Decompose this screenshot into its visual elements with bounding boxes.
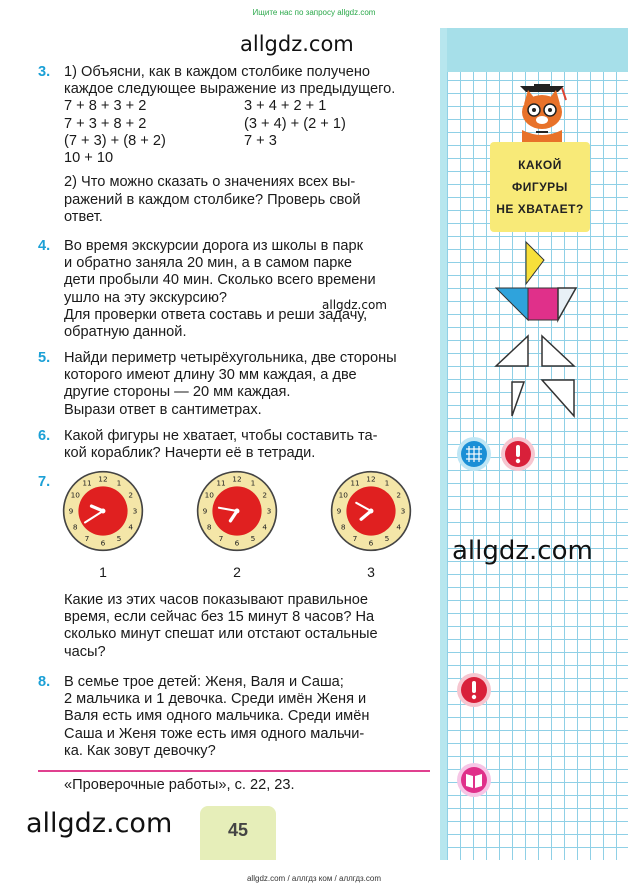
clock-numeral: 9	[336, 506, 342, 516]
clock-numeral: 8	[340, 522, 346, 532]
clock-numeral: 11	[216, 478, 226, 488]
task-number: 3.	[38, 64, 51, 80]
sign-line: НЕ ХВАТАЕТ?	[496, 202, 584, 216]
sign-line: ФИГУРЫ	[512, 180, 568, 194]
text-line: обратную данной.	[64, 324, 187, 341]
clock-numeral: 10	[338, 490, 348, 500]
clock-label: 2	[233, 564, 241, 580]
sign-line: КАКОЙ	[518, 158, 562, 172]
expression: 3 + 4 + 2 + 1	[244, 98, 327, 115]
page-number: 45	[200, 806, 276, 860]
clocks-row	[62, 470, 442, 585]
clock-3	[330, 470, 412, 552]
text-line: сколько минут спешат или отстают остальные	[64, 626, 378, 643]
clock-numeral: 8	[72, 522, 78, 532]
clock-numeral: 8	[206, 522, 212, 532]
divider	[38, 770, 430, 772]
text-line: Валя есть имя одного мальчика. Среди имён	[64, 708, 370, 725]
text-line: время, если сейчас без 15 минут 8 часов? На	[64, 609, 375, 626]
clock-numeral: 3	[266, 506, 272, 516]
text-line: Вырази ответ в сантиметрах.	[64, 401, 262, 418]
clock-numeral: 6	[100, 538, 106, 548]
bottom-site-link[interactable]: allgdz.com / аллгдз ком / аллгдз.com	[246, 874, 382, 883]
task-8	[38, 674, 438, 760]
clock-numeral: 1	[116, 478, 122, 488]
clock-numeral: 5	[384, 534, 390, 544]
text-line: Какой фигуры не хватает, чтобы составить та-	[64, 428, 378, 444]
expression-column-1	[64, 98, 166, 167]
clock-numeral: 6	[368, 538, 374, 548]
text-line: дети пробыли 40 мин. Сколько всего времени	[64, 272, 376, 289]
text-line: которого имеют длину 30 мм каждая, а две	[64, 367, 357, 384]
exclamation-icon	[456, 672, 492, 708]
clock-numeral: 11	[350, 478, 360, 488]
clock-numeral: 12	[98, 474, 108, 484]
clock-label: 3	[367, 564, 375, 580]
expression: (7 + 3) + (8 + 2)	[64, 132, 166, 149]
clock-numeral: 7	[218, 534, 224, 544]
exclamation-icon	[500, 436, 536, 472]
watermark: allgdz.com	[240, 32, 354, 56]
clock-numeral: 12	[366, 474, 376, 484]
clock-label: 1	[99, 564, 107, 580]
text-line: Для проверки ответа составь и реши задачу,	[64, 306, 368, 323]
watermark: allgdz.com	[26, 808, 173, 839]
task-6	[38, 428, 438, 462]
expression: 7 + 3 + 8 + 2	[64, 115, 147, 132]
book-icon	[456, 762, 492, 798]
clock-1	[62, 470, 144, 552]
clock-numeral: 10	[204, 490, 214, 500]
text-line: 1) Объясни, как в каждом столбике получено	[64, 64, 371, 80]
task-number: 8.	[38, 674, 51, 690]
text-line: другие стороны — 20 мм каждая.	[64, 384, 291, 401]
text-line: ка. Как зовут девочку?	[64, 742, 216, 759]
clock-numeral: 1	[250, 478, 256, 488]
clock-numeral: 9	[202, 506, 208, 516]
expression: 7 + 3	[244, 132, 277, 149]
expression-column-2	[244, 98, 346, 150]
task-7-text	[38, 592, 438, 661]
clock-numeral: 4	[262, 522, 268, 532]
task-number: 6.	[38, 428, 51, 444]
task-number: 4.	[38, 238, 51, 254]
text-line: 2) Что можно сказать о значениях всех вы-	[64, 174, 356, 191]
clock-2	[196, 470, 278, 552]
corner-block	[447, 28, 628, 72]
clock-numeral: 7	[84, 534, 90, 544]
text-line: ушло на эту экскурсию?	[64, 289, 228, 306]
clock-numeral: 7	[352, 534, 358, 544]
ship-puzzle-figure	[494, 240, 578, 420]
task-3	[38, 64, 438, 226]
text-line: каждое следующее выражение из предыдущего.	[64, 81, 396, 98]
watermark: allgdz.com	[452, 536, 593, 566]
text-line: 2 мальчика и 1 девочка. Среди имён Женя и	[64, 691, 367, 708]
text-line: Какие из этих часов показывают правильное	[64, 592, 369, 608]
top-site-link[interactable]: Ищите нас по запросу allgdz.com	[252, 8, 376, 17]
task-number: 7.	[38, 474, 51, 490]
clock-numeral: 5	[250, 534, 256, 544]
task-4	[38, 238, 438, 341]
task-5	[38, 350, 438, 419]
expression: (3 + 4) + (2 + 1)	[244, 115, 346, 132]
task-number: 5.	[38, 350, 51, 366]
expression: 7 + 8 + 3 + 2	[64, 98, 147, 115]
text-line: Во время экскурсии дорога из школы в парк	[64, 238, 364, 254]
clock-numeral: 4	[128, 522, 134, 532]
clock-numeral: 12	[232, 474, 242, 484]
text-line: Найди периметр четырёхугольника, две стороны	[64, 350, 397, 366]
reference-text: «Проверочные работы», с. 22, 23.	[64, 777, 295, 793]
clock-numeral: 3	[400, 506, 406, 516]
clock-numeral: 10	[70, 490, 80, 500]
text-line: кой кораблик? Начерти её в тетради.	[64, 445, 316, 462]
grid-icon	[456, 436, 492, 472]
text-line: ответ.	[64, 208, 103, 225]
clock-numeral: 6	[234, 538, 240, 548]
clock-numeral: 11	[82, 478, 92, 488]
clock-numeral: 4	[396, 522, 402, 532]
clock-numeral: 2	[128, 490, 134, 500]
expression: 10 + 10	[64, 149, 114, 166]
text-line: часы?	[64, 643, 106, 660]
clock-numeral: 9	[68, 506, 74, 516]
text-line: и обратно заняла 20 мин, а в самом парке	[64, 255, 353, 272]
clock-numeral: 5	[116, 534, 122, 544]
text-line: В семье трое детей: Женя, Валя и Саша;	[64, 674, 344, 690]
clock-numeral: 2	[396, 490, 402, 500]
sign-board	[490, 142, 590, 232]
text-line: ражений в каждом столбике? Проверь свой	[64, 191, 361, 208]
clock-numeral: 2	[262, 490, 268, 500]
watermark: allgdz.com	[322, 298, 387, 312]
text-line: Саша и Женя тоже есть имя одного мальчи-	[64, 725, 365, 742]
clock-numeral: 3	[132, 506, 138, 516]
cat-professor-icon	[512, 82, 572, 146]
expression-columns	[64, 98, 438, 166]
clock-numeral: 1	[384, 478, 390, 488]
